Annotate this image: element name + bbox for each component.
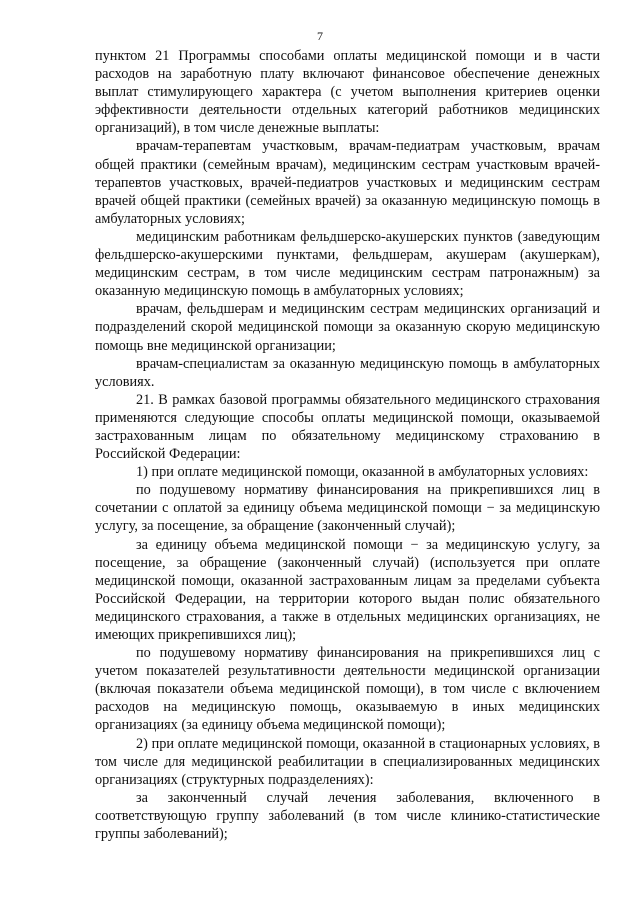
paragraph: врачам-специалистам за оказанную медицинскую помощь в амбулаторных условиях. xyxy=(95,355,600,390)
paragraph: медицинским работникам фельдшерско-акушерских пунктов (заведующим фельдшерско-акушерскими пунктами, фельдшерам, акушерам (акушеркам), медицинским сестрам, в том числе медицинским сестрам патронажным) за оказанную медицинскую помощь в амбулаторных условиях; xyxy=(95,228,600,300)
paragraph: за законченный случай лечения заболевания, включенного в соответствующую группу заболеваний (в том числе клинико-статистические группы заболеваний); xyxy=(95,789,600,843)
paragraph: 1) при оплате медицинской помощи, оказанной в амбулаторных условиях: xyxy=(136,464,589,481)
paragraph: по подушевому нормативу финансирования на прикрепившихся лиц в сочетании с оплатой за единицу объема медицинской помощи − за медицинскую услугу, за посещение, за обращение (законченный случай); xyxy=(95,482,600,535)
paragraph: врачам, фельдшерам и медицинским сестрам медицинских организаций и подразделений скорой медицинской помощи за оказанную скорую медицинскую помощь вне медицинской организации; xyxy=(95,301,600,354)
body-text xyxy=(95,47,600,843)
paragraph: по подушевому нормативу финансирования на прикрепившихся лиц с учетом показателей результативности деятельности медицинской организации (включая показатели объема медицинской помощи), в том числе с включением расходов на медицинскую помощь, оказываемую в иных медицинских организациях (за единицу объема медицинской помощи); xyxy=(95,645,600,734)
paragraph: 21. В рамках базовой программы обязательного медицинского страхования применяются следующие способы оплаты медицинской помощи, оказываемой застрахованным лицам по обязательному медицинскому страхованию в Российской Федерации: xyxy=(95,391,600,463)
page-number: 7 xyxy=(317,29,323,43)
paragraph: пунктом 21 Программы способами оплаты медицинской помощи и в части расходов на заработную плату включают финансовое обеспечение денежных выплат стимулирующего характера (с учетом выполнения критериев оценки эффективности деятельности отдельных категорий работников медицинских организаций), в том числе денежные выплаты: xyxy=(95,48,600,137)
paragraph: врачам-терапевтам участковым, врачам-педиатрам участковым, врачам общей практики (семейным врачам), медицинским сестрам участковым врачей-терапевтов участковых, врачей-педиатров участковых и медицинским сестрам врачей общей практики (семейных врачей) за оказанную медицинскую помощь в амбулаторных условиях; xyxy=(95,138,600,227)
paragraph: за единицу объема медицинской помощи − за медицинскую услугу, за посещение, за обращение (законченный случай) (используется при оплате медицинской помощи, оказанной застрахованным лицам за пределами субъекта Российской Федерации, на территории которого выдан полис обязательного медицинского страхования, а также в отдельных медицинских организациях, не имеющих прикрепившихся лиц); xyxy=(95,536,600,643)
paragraph: 2) при оплате медицинской помощи, оказанной в стационарных условиях, в том числе для медицинской реабилитации в специализированных медицинских организациях (структурных подразделениях): xyxy=(95,735,600,788)
